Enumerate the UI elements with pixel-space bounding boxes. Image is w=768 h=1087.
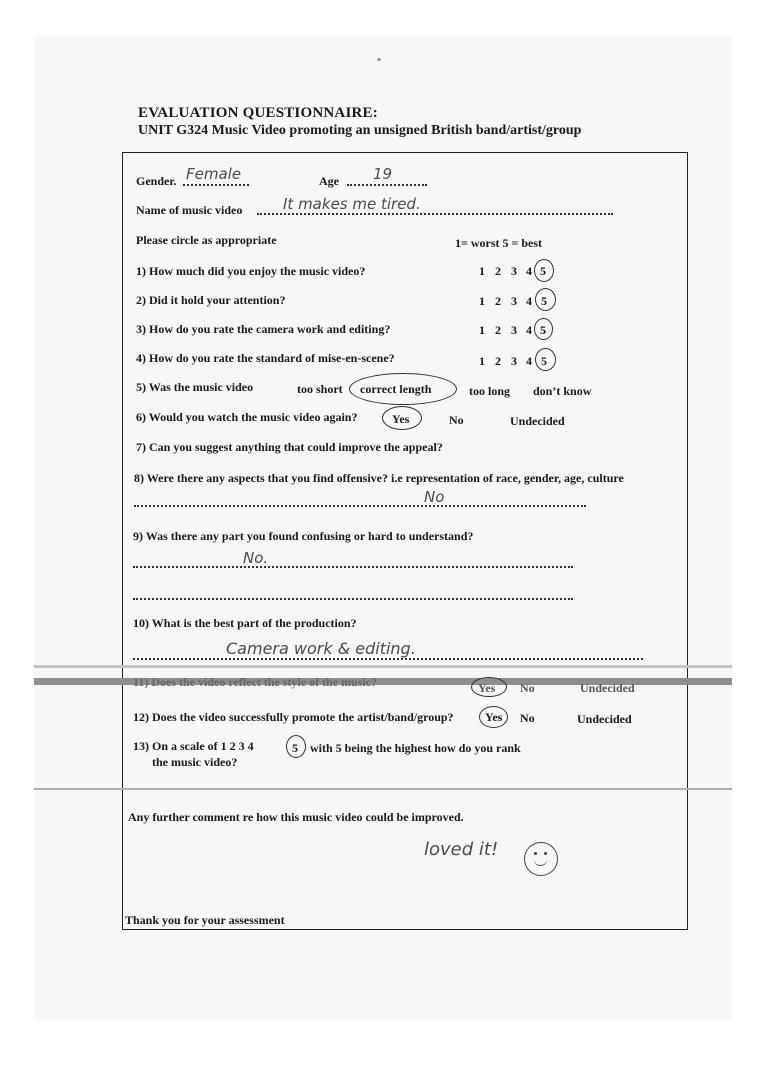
q2-option-4[interactable]: 4 (526, 294, 532, 308)
footer-thanks: Thank you for your assessment (125, 913, 285, 927)
gender-label: Gender. (136, 174, 177, 188)
q4-option-3[interactable]: 3 (511, 354, 517, 368)
q1-option-5[interactable]: 5 (540, 264, 546, 278)
question-13-continued: with 5 being the highest how do you rank (310, 741, 521, 755)
question-9: 9) Was there any part you found confusing or hard to understand? (133, 529, 474, 543)
q9-answer[interactable]: No. (243, 549, 269, 567)
q5-option-dont-know[interactable]: don’t know (533, 384, 592, 398)
smiley-mouth (534, 857, 547, 866)
question-10: 10) What is the best part of the production? (133, 616, 357, 630)
scan-speck (377, 58, 381, 61)
age-dots (347, 184, 427, 186)
form-subtitle: UNIT G324 Music Video promoting an unsigned British band/artist/group (138, 123, 582, 138)
gender-dots (183, 184, 249, 186)
question-4: 4) How do you rate the standard of mise-en-scene? (136, 351, 395, 365)
q5-option-too-long[interactable]: too long (469, 384, 511, 398)
smiley-eye-left (534, 852, 537, 855)
q10-answer-dots (133, 658, 643, 660)
q9-answer-dots-1 (133, 566, 573, 568)
q2-option-2[interactable]: 2 (495, 294, 501, 308)
q6-answer-circle (382, 406, 422, 430)
q5-option-too-short[interactable]: too short (297, 382, 343, 396)
video-name-dots (257, 213, 613, 215)
question-6: 6) Would you watch the music video again? (136, 410, 358, 424)
question-5: 5) Was the music video (136, 380, 254, 394)
question-13-end: the music video? (152, 755, 238, 769)
scale-legend: 1= worst 5 = best (455, 236, 542, 250)
question-12: 12) Does the video successfully promote the artist/band/group? (133, 710, 454, 724)
question-3: 3) How do you rate the camera work and editing? (136, 322, 391, 336)
question-13: 13) On a scale of 1 2 3 4 (133, 739, 254, 753)
q12-option-no[interactable]: No (520, 711, 535, 725)
q6-option-no[interactable]: No (449, 413, 464, 427)
q1-option-3[interactable]: 3 (511, 264, 517, 278)
q12-answer-circle (479, 706, 508, 728)
q4-answer-circle (535, 348, 556, 371)
q11-answer-circle (471, 677, 507, 697)
question-1: 1) How much did you enjoy the music video? (136, 264, 366, 278)
q2-option-5[interactable]: 5 (541, 294, 547, 308)
q3-option-4[interactable]: 4 (526, 323, 532, 337)
q5-answer-circle (349, 373, 457, 405)
video-name-label: Name of music video (136, 203, 243, 217)
q6-option-yes[interactable]: Yes (392, 412, 410, 426)
q10-answer[interactable]: Camera work & editing. (226, 639, 416, 658)
comments-answer[interactable]: loved it! (424, 839, 499, 860)
instructions: Please circle as appropriate (136, 233, 277, 247)
q6-option-undecided[interactable]: Undecided (510, 414, 565, 428)
q8-answer-dots (134, 505, 586, 507)
q1-answer-circle (534, 259, 554, 282)
q3-option-3[interactable]: 3 (511, 323, 517, 337)
q3-option-2[interactable]: 2 (495, 323, 501, 337)
question-8: 8) Were there any aspects that you find offensive? i.e representation of race, gender, age, culture (134, 471, 624, 485)
q4-option-1[interactable]: 1 (479, 354, 485, 368)
q3-option-5[interactable]: 5 (540, 323, 546, 337)
scan-fold-line (34, 665, 732, 668)
q12-option-undecided[interactable]: Undecided (577, 712, 632, 726)
gender-value[interactable]: Female (186, 165, 242, 183)
form-title: EVALUATION QUESTIONNAIRE: (138, 105, 378, 121)
q2-option-1[interactable]: 1 (479, 294, 485, 308)
q12-option-yes[interactable]: Yes (485, 710, 503, 724)
age-value[interactable]: 19 (373, 165, 393, 183)
question-2: 2) Did it hold your attention? (136, 293, 286, 307)
q1-option-4[interactable]: 4 (526, 264, 532, 278)
q1-option-2[interactable]: 2 (495, 264, 501, 278)
q4-option-2[interactable]: 2 (495, 354, 501, 368)
q1-option-1[interactable]: 1 (479, 264, 485, 278)
smiley-face-icon (524, 842, 558, 876)
smiley-eye-right (544, 852, 547, 855)
q9-answer-dots-2 (133, 598, 573, 600)
comments-label: Any further comment re how this music video could be improved. (128, 810, 464, 824)
q11-option-yes[interactable]: Yes (478, 681, 496, 695)
question-11: 11) Does the video reflect the style of the music? (133, 675, 378, 689)
q5-option-correct-length[interactable]: correct length (360, 382, 432, 396)
video-name-value[interactable]: It makes me tired. (283, 195, 421, 213)
scan-fold-line-2 (34, 788, 732, 790)
q2-answer-circle (535, 288, 556, 311)
q13-option-5[interactable]: 5 (292, 741, 298, 755)
q11-option-undecided[interactable]: Undecided (580, 681, 635, 695)
q3-answer-circle (534, 318, 553, 340)
q3-option-1[interactable]: 1 (479, 323, 485, 337)
q4-option-5[interactable]: 5 (541, 354, 547, 368)
q13-answer-circle (286, 735, 306, 758)
q8-answer[interactable]: No (424, 488, 445, 506)
age-label: Age (319, 174, 339, 188)
q4-option-4[interactable]: 4 (526, 354, 532, 368)
q11-option-no[interactable]: No (520, 681, 535, 695)
question-7: 7) Can you suggest anything that could improve the appeal? (136, 440, 443, 454)
q2-option-3[interactable]: 3 (511, 294, 517, 308)
